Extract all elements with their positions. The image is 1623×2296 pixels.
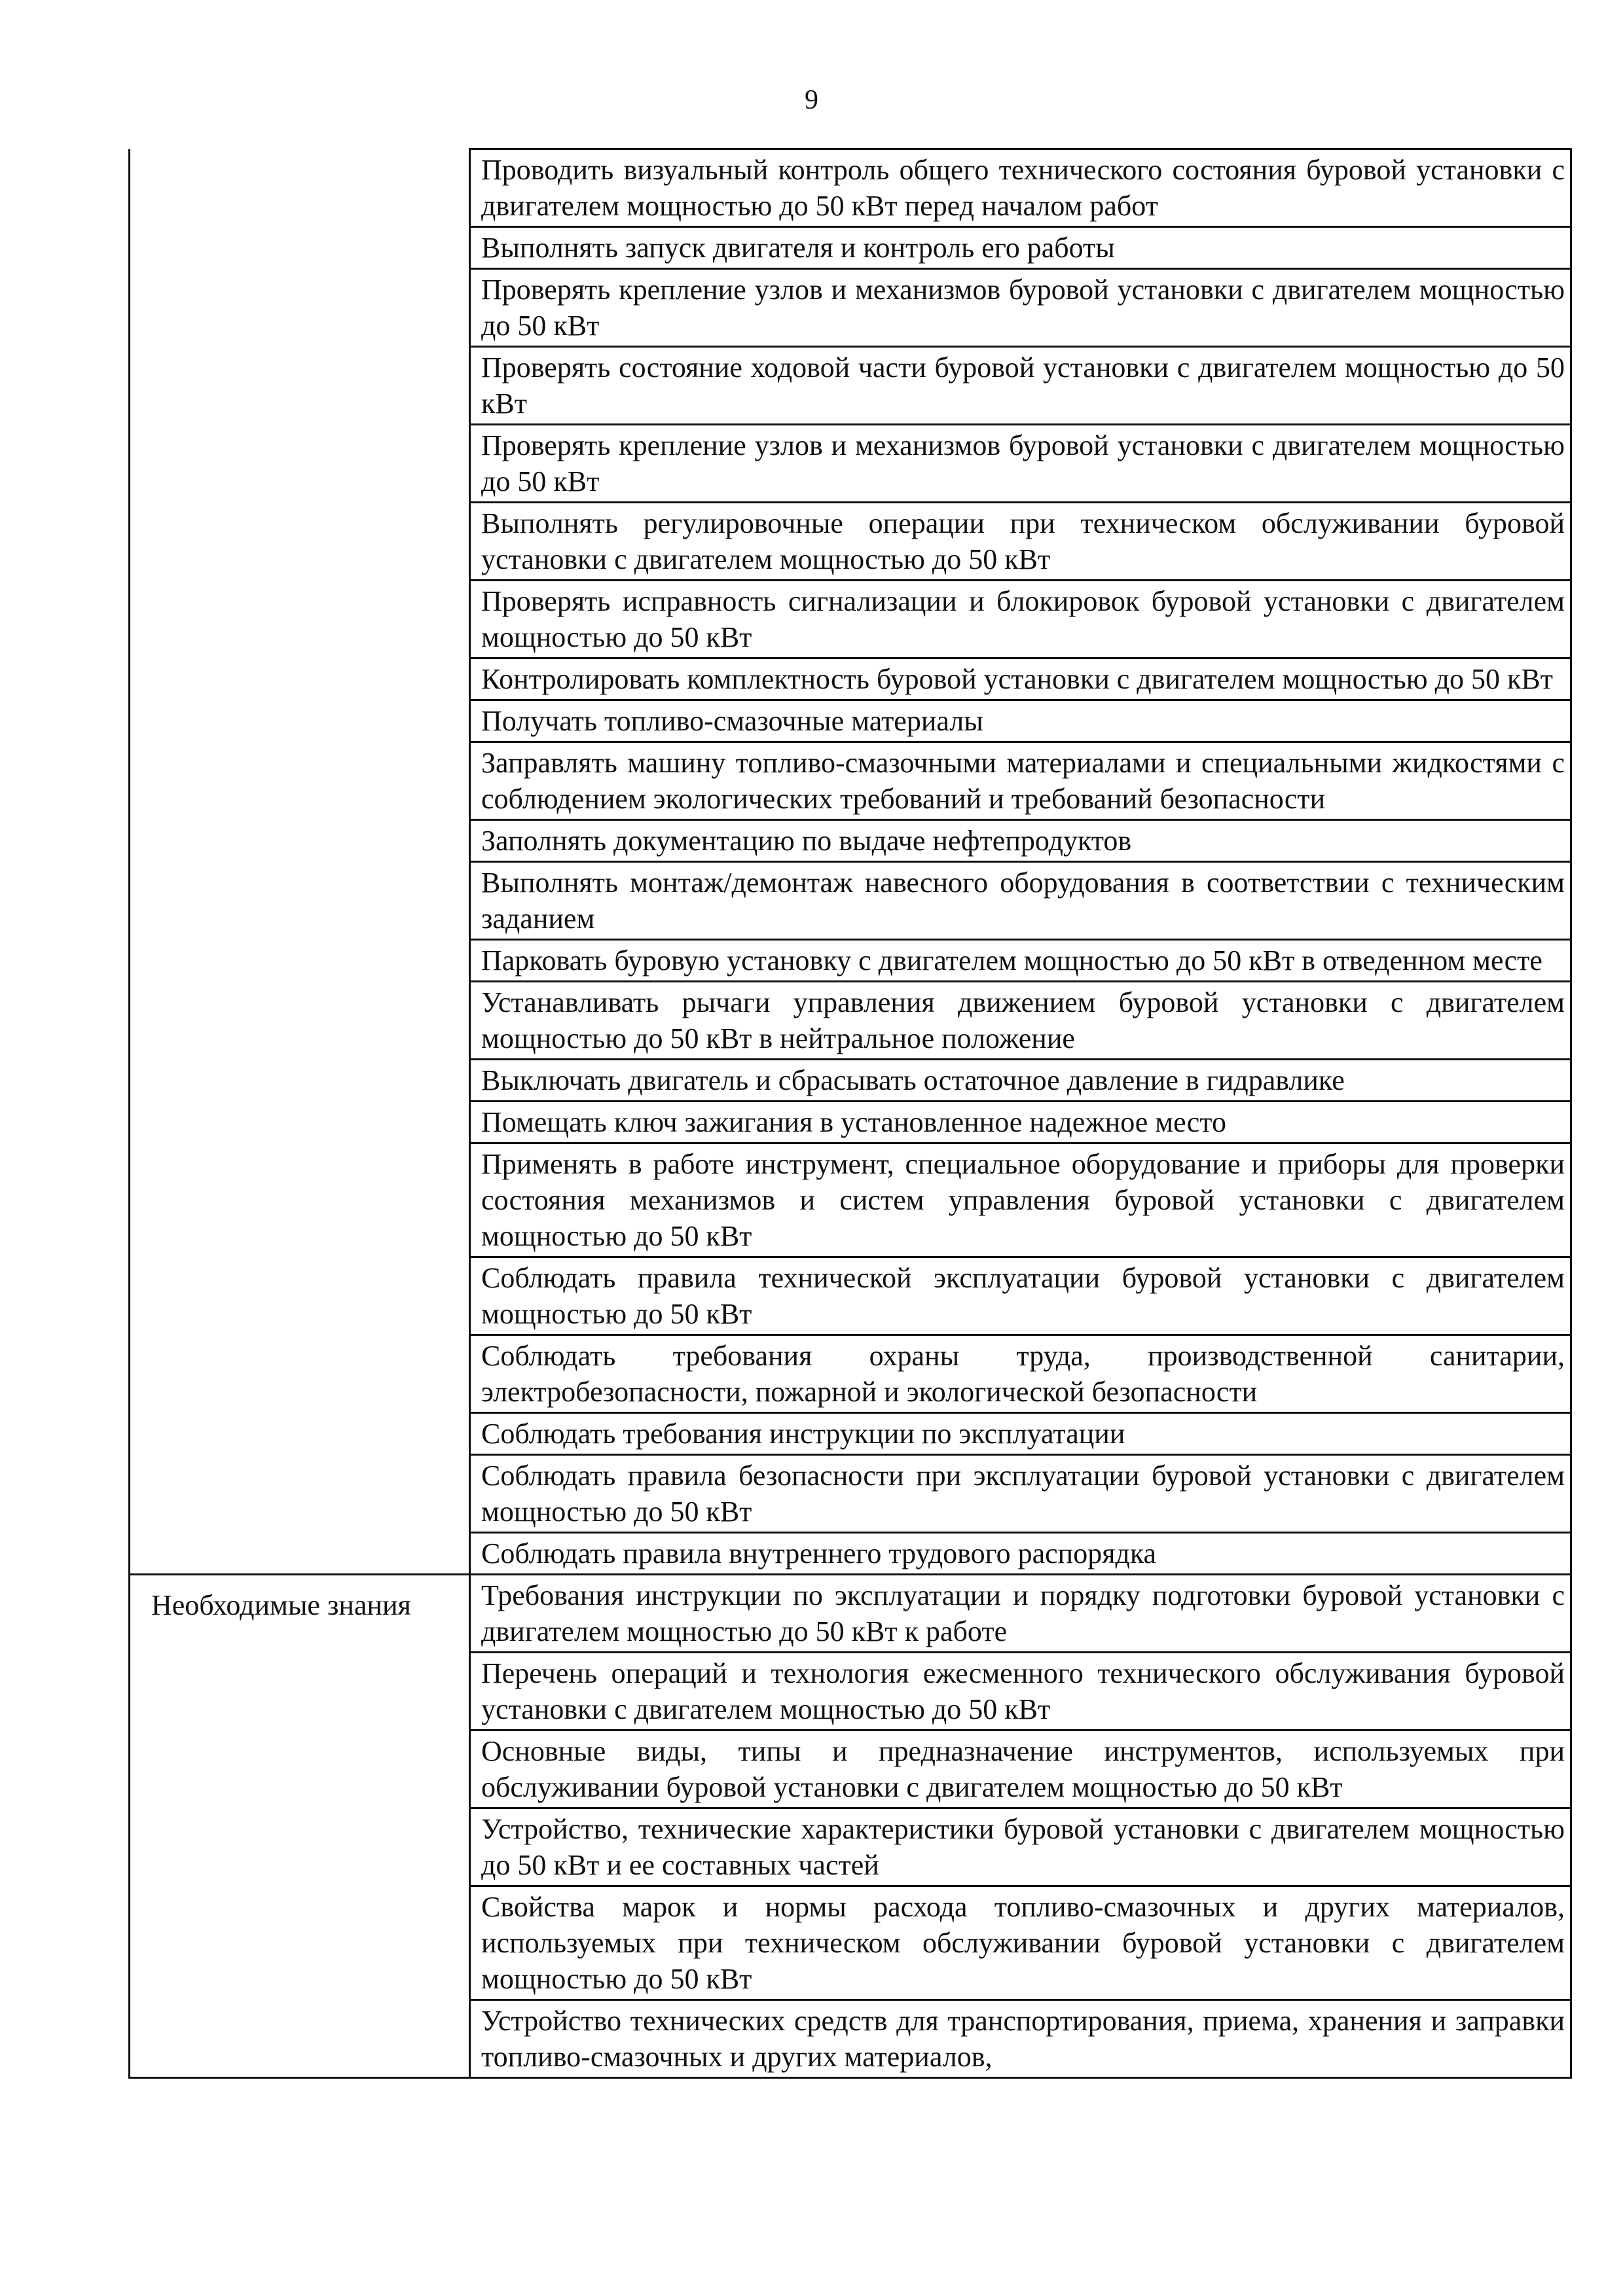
- skills-label-cell: [130, 149, 470, 1575]
- skill-item: Проверять состояние ходовой части буровой установки с двигателем мощностью до 50 кВт: [470, 347, 1571, 425]
- skill-item: Выполнять запуск двигателя и контроль его работы: [470, 227, 1571, 269]
- skill-item: Соблюдать требования инструкции по эксплуатации: [470, 1413, 1571, 1455]
- knowledge-item: Перечень операций и технология ежесменного технического обслуживания буровой установки с двигателем мощностью до 50 кВт: [470, 1653, 1571, 1731]
- skill-item: Проверять крепление узлов и механизмов буровой установки с двигателем мощностью до 50 кВт: [470, 425, 1571, 503]
- skill-item: Помещать ключ зажигания в установленное надежное место: [470, 1102, 1571, 1143]
- skill-item: Заправлять машину топливо-смазочными материалами и специальными жидкостями с соблюдением экологических требований и требований безопасности: [470, 742, 1571, 820]
- skill-item: Выполнять монтаж/демонтаж навесного оборудования в соответствии с техническим заданием: [470, 862, 1571, 940]
- skill-item: Соблюдать правила технической эксплуатации буровой установки с двигателем мощностью до 50 кВт: [470, 1257, 1571, 1335]
- skill-item: Соблюдать требования охраны труда, производственной санитарии, электробезопасности, пожарной и экологической безопасности: [470, 1335, 1571, 1413]
- skill-item: Проводить визуальный контроль общего технического состояния буровой установки с двигателем мощностью до 50 кВт перед началом работ: [470, 149, 1571, 227]
- skill-item: Применять в работе инструмент, специальное оборудование и приборы для проверки состояния механизмов и систем управления буровой установки с двигателем мощностью до 50 кВт: [470, 1143, 1571, 1257]
- skill-item: Устанавливать рычаги управления движением буровой установки с двигателем мощностью до 50 кВт в нейтральное положение: [470, 982, 1571, 1060]
- knowledge-item: Устройство, технические характеристики буровой установки с двигателем мощностью до 50 кВт и ее составных частей: [470, 1808, 1571, 1886]
- table-row: [130, 149, 1571, 227]
- skill-item: Соблюдать правила внутреннего трудового распорядка: [470, 1533, 1571, 1575]
- skill-item: Проверять исправность сигнализации и блокировок буровой установки с двигателем мощностью до 50 кВт: [470, 581, 1571, 658]
- page-number: 9: [805, 85, 818, 115]
- skill-item: Выполнять регулировочные операции при техническом обслуживании буровой установки с двигателем мощностью до 50 кВт: [470, 503, 1571, 581]
- knowledge-item: Требования инструкции по эксплуатации и порядку подготовки буровой установки с двигателем мощностью до 50 кВт к работе: [470, 1575, 1571, 1653]
- skill-item: Выключать двигатель и сбрасывать остаточное давление в гидравлике: [470, 1060, 1571, 1102]
- skill-item: Соблюдать правила безопасности при эксплуатации буровой установки с двигателем мощностью до 50 кВт: [470, 1455, 1571, 1533]
- knowledge-item: Основные виды, типы и предназначение инструментов, используемых при обслуживании буровой установки с двигателем мощностью до 50 кВт: [470, 1731, 1571, 1808]
- skill-item: Заполнять документацию по выдаче нефтепродуктов: [470, 820, 1571, 862]
- skill-item: Парковать буровую установку с двигателем мощностью до 50 кВт в отведенном месте: [470, 940, 1571, 982]
- skill-item: Проверять крепление узлов и механизмов буровой установки с двигателем мощностью до 50 кВт: [470, 269, 1571, 347]
- table-row: [130, 1575, 1571, 1653]
- skill-item: Контролировать комплектность буровой установки с двигателем мощностью до 50 кВт: [470, 658, 1571, 700]
- requirements-table: [128, 148, 1572, 2079]
- knowledge-item: Свойства марок и нормы расхода топливо-смазочных и других материалов, используемых при техническом обслуживании буровой установки с двигателем мощностью до 50 кВт: [470, 1886, 1571, 2000]
- skill-item: Получать топливо-смазочные материалы: [470, 700, 1571, 742]
- knowledge-item: Устройство технических средств для транспортирования, приема, хранения и заправки топливо-смазочных и других материалов,: [470, 2000, 1571, 2078]
- knowledge-label: Необходимые знания: [130, 1575, 470, 2078]
